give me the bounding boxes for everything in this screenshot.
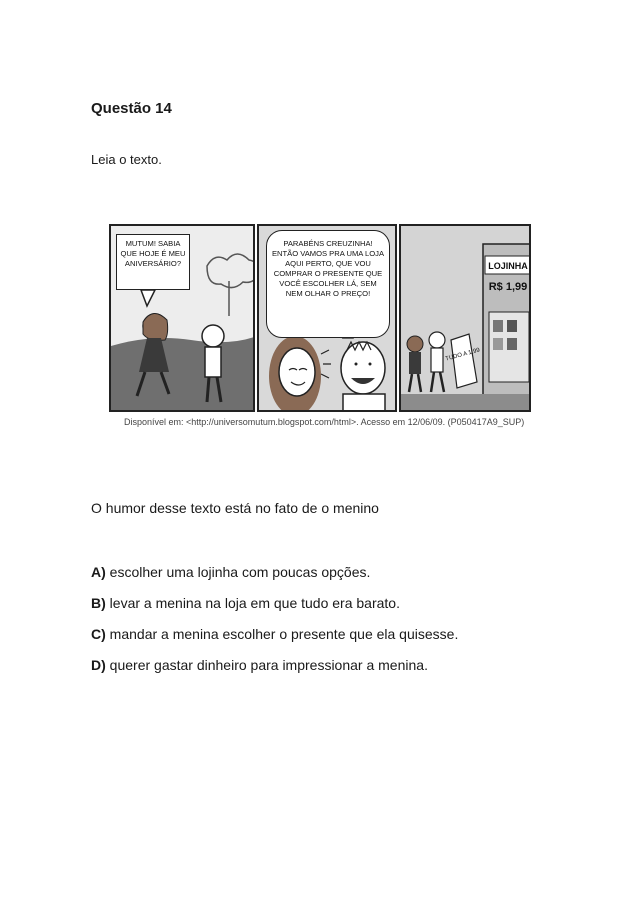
speech-bubble-boy: PARABÉNS CREUZINHA! ENTÃO VAMOS PRA UMA LOJA AQUI PERTO, QUE VOU COMPRAR O PRESENTE QUE VOCÊ ESCOLHER LÁ, SEM NEM OLHAR O PREÇO! [266, 230, 390, 338]
option-b-letter: B) [91, 595, 106, 611]
option-c-text: mandar a menina escolher o presente que ela quisesse. [105, 626, 459, 642]
board-text: TUDO A 1,99 [444, 347, 481, 363]
comic-panel-3 [399, 224, 531, 412]
comic-strip [109, 224, 531, 414]
option-a[interactable] [91, 564, 370, 580]
price-sign: R$ 1,99 [488, 281, 528, 293]
question-title: Questão 14 [91, 100, 172, 117]
option-d-text: querer gastar dinheiro para impressionar a menina. [105, 657, 428, 673]
comic-panel-1 [109, 224, 255, 412]
store-sign: LOJINHA [488, 261, 528, 271]
option-d[interactable] [91, 657, 428, 673]
panel-3-drawing [401, 226, 531, 412]
option-c-letter: C) [91, 626, 106, 642]
option-a-letter: A) [91, 564, 106, 580]
comic-panel-2 [257, 224, 397, 412]
speech-bubble-girl: MUTUM! SABIA QUE HOJE É MEU ANIVERSÁRIO? [116, 234, 190, 290]
option-c[interactable] [91, 626, 458, 642]
option-b-text: levar a menina na loja em que tudo era barato. [105, 595, 400, 611]
question-prompt: O humor desse texto está no fato de o menino [91, 500, 379, 516]
instruction-text: Leia o texto. [91, 152, 162, 167]
option-b[interactable] [91, 595, 400, 611]
option-d-letter: D) [91, 657, 106, 673]
option-a-text: escolher uma lojinha com poucas opções. [105, 564, 371, 580]
comic-source-caption: Disponível em: <http://universomutum.blogspot.com/html>. Acesso em 12/06/09. (P050417A9_SUP) [124, 417, 525, 427]
